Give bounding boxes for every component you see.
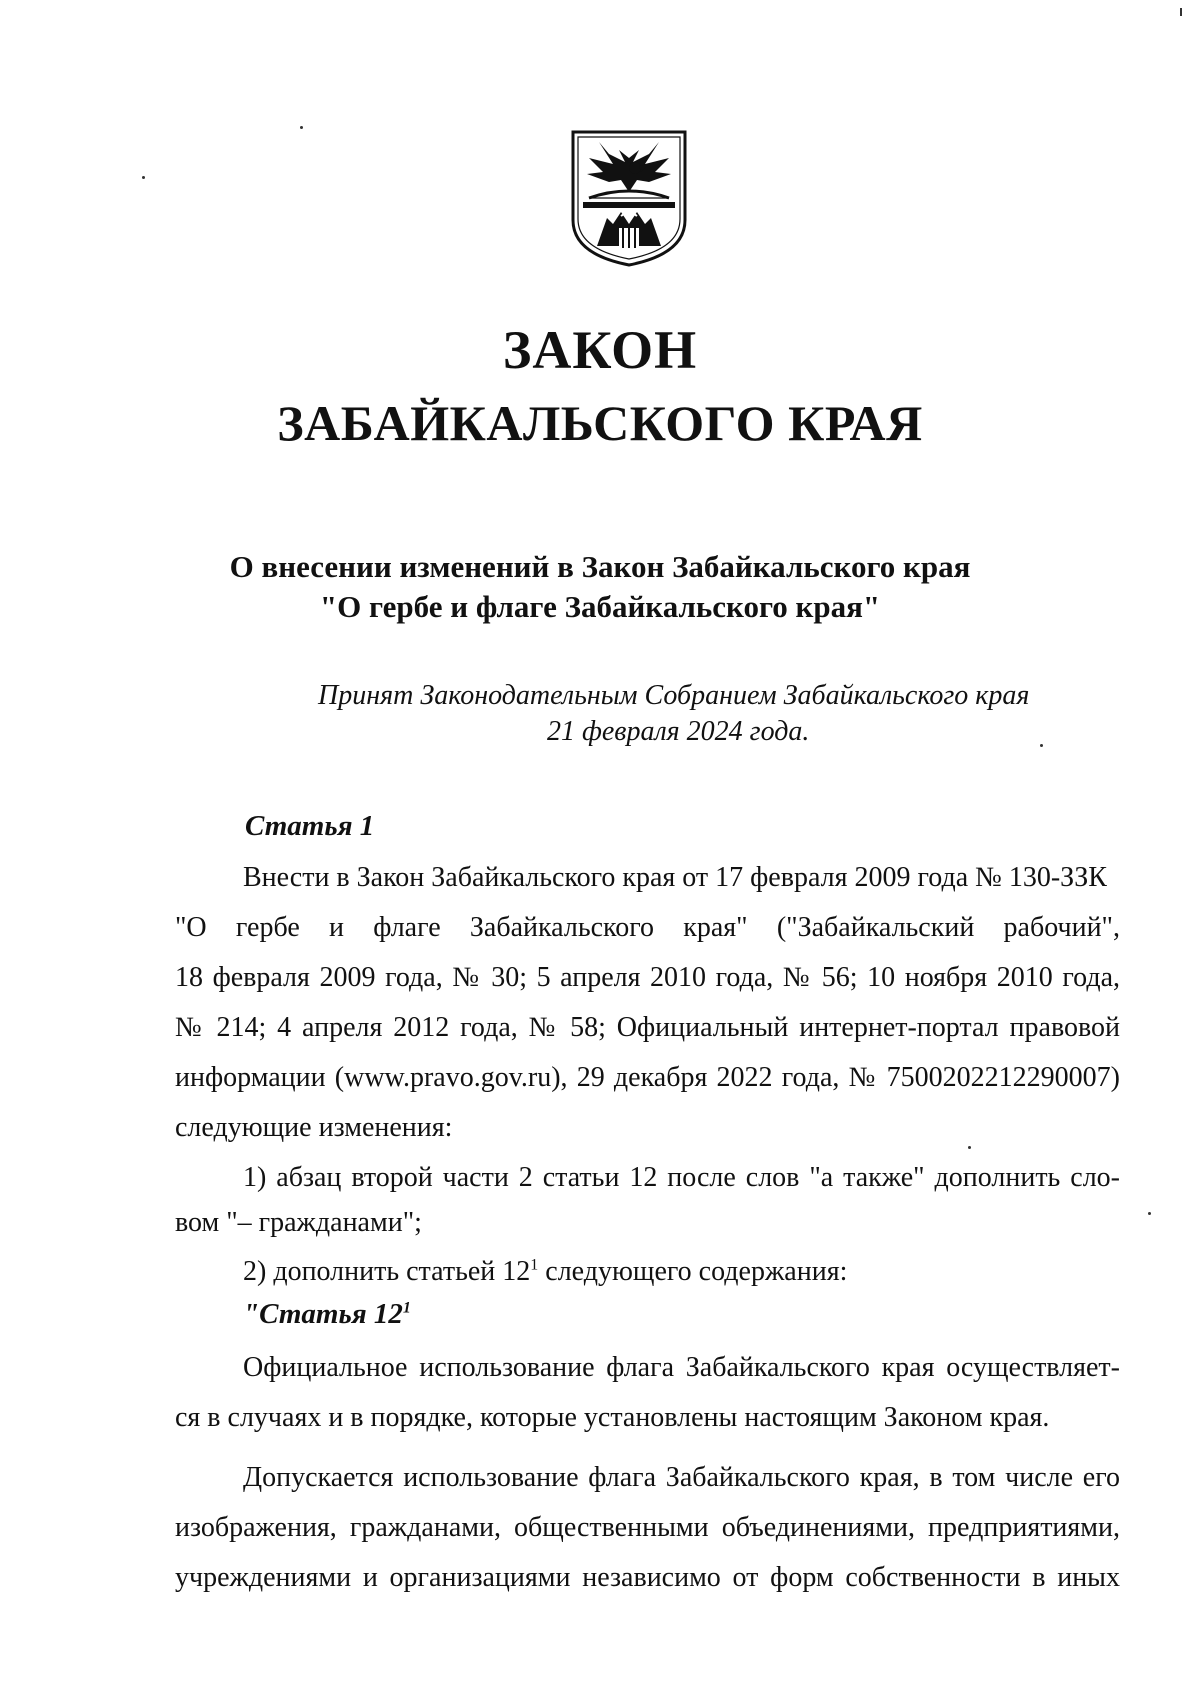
superscript: 1 bbox=[530, 1256, 539, 1274]
amendment-item-2-text-end: следующего содержания: bbox=[538, 1256, 848, 1287]
article-12-1-paragraph-2-line: учреждениями и организациями независимо от форм собственности в иных bbox=[175, 1562, 1120, 1593]
article-12-1-heading bbox=[243, 1296, 411, 1332]
article-12-1-paragraph-1-line: Официальное использование флага Забайкальского края осуществляет- bbox=[243, 1352, 1120, 1383]
article-12-1-paragraph-2-line: Допускается использование флага Забайкальского края, в том числе его bbox=[243, 1462, 1120, 1493]
article-1-heading: Статья 1 bbox=[245, 810, 375, 842]
document-type-title: ЗАКОН bbox=[502, 320, 698, 380]
law-subject-line-1: О внесении изменений в Закон Забайкальского края bbox=[229, 549, 971, 584]
amendment-item-2-text: 2) дополнить статьей 12 bbox=[243, 1256, 531, 1287]
article-1-line: следующие изменения: bbox=[175, 1112, 453, 1143]
article-12-1-paragraph-1-line: ся в случаях и в порядке, которые установлены настоящим Законом края. bbox=[175, 1402, 1050, 1433]
adoption-date: 21 февраля 2024 года. bbox=[547, 716, 810, 747]
scan-speck bbox=[300, 126, 303, 129]
amendment-item-1-line: вом "– гражданами"; bbox=[175, 1207, 422, 1238]
article-1-line: "О гербе и флаге Забайкальского края" ("Забайкальский рабочий", bbox=[175, 912, 1120, 943]
scan-speck bbox=[142, 176, 145, 179]
law-subject-line-2: "О гербе и флаге Забайкальского края" bbox=[319, 589, 881, 624]
article-1-line: № 214; 4 апреля 2012 года, № 58; Официальный интернет-портал правовой bbox=[175, 1012, 1120, 1043]
scan-speck bbox=[1040, 744, 1043, 747]
coat-of-arms-icon bbox=[569, 128, 689, 268]
article-12-1-heading-text: "Статья 12 bbox=[243, 1298, 403, 1330]
superscript: 1 bbox=[402, 1299, 411, 1317]
article-1-line: Внести в Закон Забайкальского края от 17 февраля 2009 года № 130-ЗЗК bbox=[243, 862, 1107, 893]
article-1-line: информации (www.pravo.gov.ru), 29 декабря 2022 года, № 7500202212290007) bbox=[175, 1062, 1120, 1093]
scan-speck bbox=[1180, 8, 1182, 16]
amendment-item-2 bbox=[243, 1252, 1120, 1292]
scan-speck bbox=[968, 1146, 971, 1149]
scan-speck bbox=[1148, 1212, 1151, 1215]
amendment-item-1-line: 1) абзац второй части 2 статьи 12 после слов "а также" дополнить сло- bbox=[243, 1162, 1120, 1193]
region-title: ЗАБАЙКАЛЬСКОГО КРАЯ bbox=[277, 395, 923, 451]
adoption-note-line-1: Принят Законодательным Собранием Забайкальского края bbox=[318, 680, 1030, 711]
article-12-1-paragraph-2-line: изображения, гражданами, общественными объединениями, предприятиями, bbox=[175, 1512, 1120, 1543]
article-1-line: 18 февраля 2009 года, № 30; 5 апреля 2010 года, № 56; 10 ноября 2010 года, bbox=[175, 962, 1120, 993]
